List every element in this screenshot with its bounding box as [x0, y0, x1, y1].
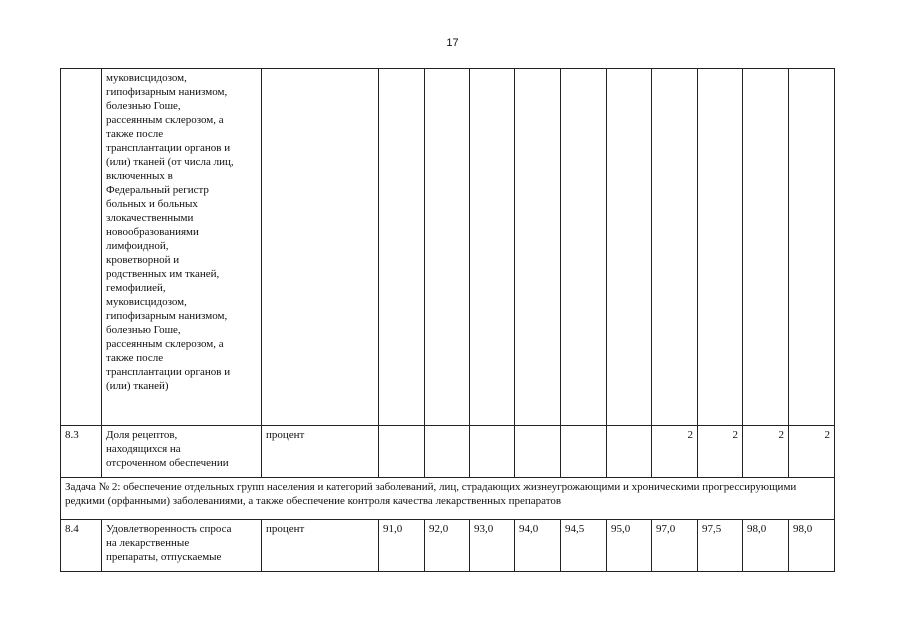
value-cell [561, 426, 607, 478]
value-cell [561, 69, 607, 426]
unit-cell [262, 69, 379, 426]
indicators-table [60, 68, 835, 572]
value-cell: 2 [789, 426, 835, 478]
value-cell [607, 426, 652, 478]
value-cell: 2 [652, 426, 698, 478]
row-number-cell: 8.3 [61, 426, 102, 478]
value-cell: 2 [743, 426, 789, 478]
value-cell [652, 69, 698, 426]
value-cell [470, 426, 515, 478]
value-cell [425, 426, 470, 478]
value-cell [743, 69, 789, 426]
task-heading-cell: Задача № 2: обеспечение отдельных групп населения и категорий заболеваний, лиц, страдающих жизнеугрожающими и хроническими прогрессирующими редкими (орфанными) заболеваниями, а также обеспечение контроля качества лекарственных препаратов [61, 478, 835, 520]
value-cell [515, 69, 561, 426]
indicator-name-cell: Доля рецептов, находящихся на отсроченном обеспечении [102, 426, 262, 478]
row-number-cell: 8.4 [61, 520, 102, 572]
task-row [61, 478, 835, 520]
value-cell [425, 69, 470, 426]
unit-cell: процент [262, 520, 379, 572]
value-cell: 98,0 [789, 520, 835, 572]
unit-cell: процент [262, 426, 379, 478]
value-cell: 97,0 [652, 520, 698, 572]
value-cell [789, 69, 835, 426]
indicator-name-cell: Удовлетворенность спроса на лекарственные препараты, отпускаемые [102, 520, 262, 572]
value-cell: 97,5 [698, 520, 743, 572]
row-number-cell [61, 69, 102, 426]
value-cell: 94,0 [515, 520, 561, 572]
value-cell [515, 426, 561, 478]
table-row-continuation [61, 69, 835, 426]
table-row-8-4 [61, 520, 835, 572]
page-number: 17 [446, 37, 459, 49]
value-cell [698, 69, 743, 426]
indicator-name-cell: муковисцидозом, гипофизарным нанизмом, болезнью Гоше, рассеянным склерозом, а также после трансплантации органов и (или) тканей (от числа лиц, включенных в Федеральный регистр больных и больных злокачественными новообразованиями лимфоидной, кроветворной и родственных им тканей, гемофилией, муковисцидозом, гипофизарным нанизмом, болезнью Гоше, рассеянным склерозом, а также после трансплантации органов и (или) тканей) [102, 69, 262, 426]
value-cell: 91,0 [379, 520, 425, 572]
value-cell [379, 69, 425, 426]
value-cell [607, 69, 652, 426]
value-cell: 95,0 [607, 520, 652, 572]
value-cell: 2 [698, 426, 743, 478]
value-cell: 94,5 [561, 520, 607, 572]
table-row-8-3 [61, 426, 835, 478]
value-cell: 98,0 [743, 520, 789, 572]
value-cell [379, 426, 425, 478]
value-cell: 92,0 [425, 520, 470, 572]
value-cell: 93,0 [470, 520, 515, 572]
value-cell [470, 69, 515, 426]
